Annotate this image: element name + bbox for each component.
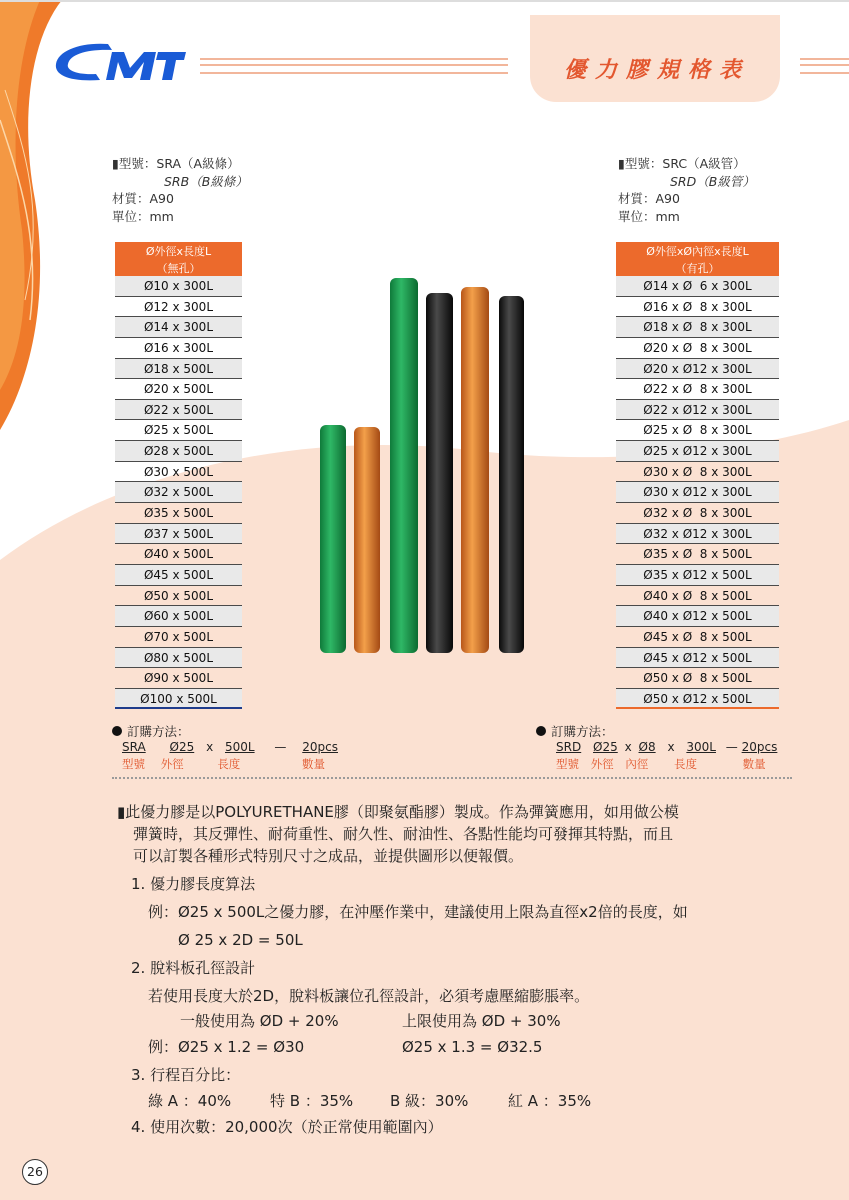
stroke-grade-b: B 級：30% bbox=[390, 1092, 469, 1110]
orange-rod-short bbox=[354, 427, 380, 653]
order-right-values bbox=[556, 740, 777, 754]
order-left-label-qty: 數量 bbox=[301, 757, 325, 771]
logo bbox=[52, 40, 192, 86]
orange-rod-long bbox=[461, 287, 489, 653]
table-row: Ø10 x 300L bbox=[115, 276, 242, 297]
green-rod-short bbox=[320, 425, 346, 653]
table-row: Ø20 x Ø12 x 300L bbox=[616, 359, 779, 380]
table-row: Ø16 x 300L bbox=[115, 338, 242, 359]
table-row: Ø32 x Ø12 x 300L bbox=[616, 524, 779, 545]
table-row: Ø14 x Ø 6 x 300L bbox=[616, 276, 779, 297]
order-left-labels bbox=[122, 756, 325, 772]
table-row: Ø14 x 300L bbox=[115, 317, 242, 338]
page-number: 26 bbox=[22, 1159, 48, 1185]
left-spec-model: ▮型號：SRA（A級條） bbox=[112, 156, 240, 171]
left-spec-model-b: SRB（B級條） bbox=[164, 173, 248, 189]
right-table-header-line2: （有孔） bbox=[675, 262, 720, 275]
order-right-x1: x bbox=[624, 740, 632, 754]
table-row: Ø40 x Ø12 x 500L bbox=[616, 606, 779, 627]
table-row: Ø40 x 500L bbox=[115, 544, 242, 565]
order-left-values bbox=[122, 740, 338, 754]
section-4-title: 4. 使用次數：20,000次（於正常使用範圍內） bbox=[131, 1118, 443, 1136]
right-spec-material: 材質：A90 bbox=[618, 191, 680, 206]
table-row: Ø28 x 500L bbox=[115, 441, 242, 462]
table-row: Ø60 x 500L bbox=[115, 606, 242, 627]
table-row: Ø50 x 500L bbox=[115, 586, 242, 607]
order-right-labels bbox=[556, 756, 766, 772]
green-rod-long bbox=[390, 278, 418, 653]
section-2-normal: 一般使用為 ØD + 20% bbox=[180, 1012, 339, 1030]
table-row: Ø45 x 500L bbox=[115, 565, 242, 586]
table-row: Ø18 x Ø 8 x 300L bbox=[616, 317, 779, 338]
table-row: Ø45 x Ø12 x 500L bbox=[616, 648, 779, 669]
table-row: Ø22 x Ø12 x 300L bbox=[616, 400, 779, 421]
right-spec-model: ▮型號：SRC（A級管） bbox=[618, 156, 746, 171]
left-table-body bbox=[115, 276, 242, 709]
table-row: Ø16 x Ø 8 x 300L bbox=[616, 297, 779, 318]
section-2-text: 若使用長度大於2D，脫料板讓位孔徑設計，必須考慮壓縮膨脹率。 bbox=[148, 987, 590, 1005]
right-table-body bbox=[616, 276, 779, 709]
table-row: Ø45 x Ø 8 x 500L bbox=[616, 627, 779, 648]
right-spec-model-b: SRD（B級管） bbox=[670, 173, 755, 189]
left-spec bbox=[112, 155, 248, 225]
section-1-formula: Ø 25 x 2D = 50L bbox=[178, 931, 303, 949]
product-photo bbox=[310, 270, 535, 660]
table-row: Ø90 x 500L bbox=[115, 668, 242, 689]
table-row: Ø80 x 500L bbox=[115, 648, 242, 669]
stroke-special-b: 特 B ：35% bbox=[270, 1092, 354, 1110]
table-row: Ø50 x Ø 8 x 500L bbox=[616, 668, 779, 689]
section-1-example: 例：Ø25 x 500L之優力膠，在沖壓作業中，建議使用上限為直徑x2倍的長度，如 bbox=[148, 903, 688, 921]
order-right-x2: x bbox=[667, 740, 675, 754]
order-left-x: x bbox=[206, 740, 214, 754]
order-right-dash: — bbox=[725, 740, 738, 754]
section-2-title: 2. 脫料板孔徑設計 bbox=[131, 959, 256, 977]
bullet-icon bbox=[536, 726, 546, 736]
section-1-title: 1. 優力膠長度算法 bbox=[131, 875, 256, 893]
table-row: Ø40 x Ø 8 x 500L bbox=[616, 586, 779, 607]
order-right-od: Ø25 bbox=[593, 740, 618, 754]
section-2-example-normal: 例：Ø25 x 1.2 = Ø30 bbox=[148, 1038, 305, 1056]
section-divider bbox=[112, 777, 792, 779]
right-table-header-line1: Ø外徑xØ內徑x長度L bbox=[646, 245, 749, 258]
table-row: Ø25 x 500L bbox=[115, 420, 242, 441]
section-2-example-max: Ø25 x 1.3 = Ø32.5 bbox=[402, 1038, 543, 1056]
bullet-icon bbox=[112, 726, 122, 736]
section-2-max: 上限使用為 ØD + 30% bbox=[402, 1012, 561, 1030]
table-row: Ø12 x 300L bbox=[115, 297, 242, 318]
order-left-label-length: 長度 bbox=[217, 757, 241, 771]
order-left-label: 訂購方法： bbox=[127, 724, 190, 739]
table-row: Ø30 x Ø 8 x 300L bbox=[616, 462, 779, 483]
table-row: Ø32 x 500L bbox=[115, 482, 242, 503]
right-size-table bbox=[616, 242, 779, 709]
desc-line-3: 可以訂製各種形式特別尺寸之成品，並提供圖形以便報價。 bbox=[133, 847, 524, 865]
header-rule-left bbox=[200, 58, 508, 74]
table-row: Ø70 x 500L bbox=[115, 627, 242, 648]
table-row: Ø35 x Ø12 x 500L bbox=[616, 565, 779, 586]
order-right-label-model: 型號 bbox=[556, 757, 579, 771]
table-row: Ø35 x Ø 8 x 500L bbox=[616, 544, 779, 565]
order-left-model: SRA bbox=[122, 740, 146, 754]
order-right-label-qty: 數量 bbox=[742, 757, 766, 771]
table-row: Ø18 x 500L bbox=[115, 359, 242, 380]
right-spec bbox=[618, 155, 755, 225]
left-size-table bbox=[115, 242, 242, 709]
left-spec-material: 材質：A90 bbox=[112, 191, 174, 206]
order-right-label: 訂購方法： bbox=[551, 724, 614, 739]
table-row: Ø30 x 500L bbox=[115, 462, 242, 483]
table-row: Ø20 x Ø 8 x 300L bbox=[616, 338, 779, 359]
table-row: Ø25 x Ø 8 x 300L bbox=[616, 420, 779, 441]
table-row: Ø32 x Ø 8 x 300L bbox=[616, 503, 779, 524]
table-row: Ø50 x Ø12 x 500L bbox=[616, 689, 779, 710]
desc-line-1: ▮此優力膠是以POLYURETHANE膠（即聚氨酯膠）製成。作為彈簧應用，如用做公模 bbox=[117, 803, 679, 821]
section-3-title: 3. 行程百分比： bbox=[131, 1066, 241, 1084]
table-row: Ø100 x 500L bbox=[115, 689, 242, 710]
table-row: Ø20 x 500L bbox=[115, 379, 242, 400]
left-spec-unit: 單位：mm bbox=[112, 208, 174, 224]
order-right-label-id: 內徑 bbox=[625, 757, 649, 771]
order-right-label-od: 外徑 bbox=[590, 757, 614, 771]
table-row: Ø30 x Ø12 x 300L bbox=[616, 482, 779, 503]
order-left-qty: 20pcs bbox=[302, 740, 338, 754]
table-row: Ø35 x 500L bbox=[115, 503, 242, 524]
left-table-header-line1: Ø外徑x長度L bbox=[145, 245, 212, 258]
order-right-label-length: 長度 bbox=[673, 757, 697, 771]
right-table-header bbox=[616, 242, 779, 276]
order-right-model: SRD bbox=[556, 740, 582, 754]
order-method-right bbox=[536, 722, 614, 740]
order-left-dash: — bbox=[274, 740, 287, 754]
order-left-length: 500L bbox=[225, 740, 255, 754]
left-table-header-line2: （無孔） bbox=[156, 262, 201, 275]
stroke-red-a: 紅 A ：35% bbox=[508, 1092, 592, 1110]
order-left-label-od: 外徑 bbox=[160, 757, 184, 771]
description bbox=[117, 801, 679, 867]
order-right-length: 300L bbox=[686, 740, 716, 754]
table-row: Ø25 x Ø12 x 300L bbox=[616, 441, 779, 462]
stroke-green-a: 綠 A ：40% bbox=[148, 1092, 232, 1110]
black-rod-long bbox=[499, 296, 524, 653]
left-table-header bbox=[115, 242, 242, 276]
table-row: Ø37 x 500L bbox=[115, 524, 242, 545]
order-method-left bbox=[112, 722, 190, 740]
header-rule-right bbox=[800, 58, 849, 74]
table-row: Ø22 x 500L bbox=[115, 400, 242, 421]
black-rod bbox=[426, 293, 453, 653]
page-title: 優力膠規格表 bbox=[564, 57, 751, 83]
table-row: Ø22 x Ø 8 x 300L bbox=[616, 379, 779, 400]
desc-line-2: 彈簧時，其反彈性、耐荷重性、耐久性、耐油性、各點性能均可發揮其特點，而且 bbox=[133, 825, 674, 843]
order-left-label-model: 型號 bbox=[122, 757, 145, 771]
right-spec-unit: 單位：mm bbox=[618, 208, 680, 224]
order-left-od: Ø25 bbox=[169, 740, 195, 754]
order-right-qty: 20pcs bbox=[741, 740, 778, 754]
order-right-id: Ø8 bbox=[638, 740, 656, 754]
title-box bbox=[530, 15, 780, 102]
